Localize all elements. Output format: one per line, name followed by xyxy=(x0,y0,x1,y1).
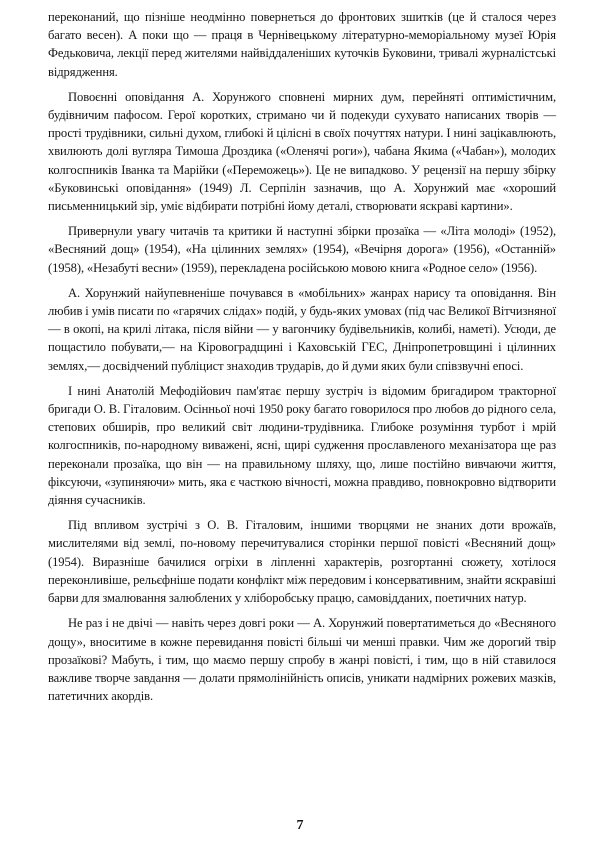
page-number: 7 xyxy=(296,818,304,833)
paragraph-revisions: Не раз і не двічі — навіть через довгі роки — А. Хорунжий повертатиметься до «Весняного дощу», вноситиме в кожне перевидання повісті більші чи менші правки. Чим же дорогий твір прозаїкові? Мабуть, і тим, що маємо першу спробу в жанрі повісті, і тим, що в ній ставилося важливе творче завдання — долати прямолінійність описів, уникати надмірних рожевих мазків, патетичних акордів. xyxy=(48,616,556,704)
paragraph-postwar-stories: Повоєнні оповідання А. Хорунжого сповнені мирних дум, перейняті оптимістичним, будівничим пафосом. Герої коротких, стримано чи й подекуди сухувато написаних творів — прості трудівники, сильні духом, глибокі й цілісні в своїх почуттях натури. І нині зацікавлюють, хвилюють долі вугляра Тимоша Дроздика («Оленячі роги»), чабана Якима («Чабан»), молодих колгоспників Іванка та Марійки («Переможець»). Це не випадково. У рецензії на першу збірку «Буковинські оповідання» (1949) Л. Серпілін зазначив, що А. Хорунжий має «хороший письменницький зір, уміє відбирати потрібні йому деталі, створювати яскраві картини». xyxy=(48,89,556,214)
paragraph-gitalov-meeting: І нині Анатолій Мефодійович пам'ятає першу зустріч із відомим бригадиром тракторної бригади О. В. Гіталовим. Осінньої ночі 1950 року багато говорилося про любов до рідного села, степових обширів, про великий світ людини-трудівника. Глибоке розуміння турбот і мрій колгоспників, по-народному виважені, ясні, щирі судження прославленого механізатора ще раз переконали прозаїка, що він — на правильному шляху, що, лише постійно вивчаючи життя, фіксуючи, «зупиняючи» мить, яка є часткою вічності, можна правдиво, повнокровно відтворити діяння сучасників. xyxy=(48,383,556,508)
paragraph-continuation: переконаний, що пізніше неодмінно повернеться до фронтових зшитків (це й сталося через багато весен). А поки що — праця в Чернівецькому літературно-меморіальному музеї Юрія Федьковича, лекції перед жителями найвіддаленіших куточків Буковини, тривалі журналістські відрядження. xyxy=(48,10,556,79)
paragraph-spring-rain-reread: Під впливом зустрічі з О. В. Гіталовим, іншими творцями не знаних доти врожаїв, мислителями від землі, по-новому перечитувалися сторінки першої повісті «Весняний дощ» (1954). Виразніше бачилися огріхи в ліпленні характерів, розгортанні сюжету, хотілося переконливіше, рельєфніше подати конфлікт між передовим і консервативним, знайти яскравіші барви для змалювання залюблених у хліборобську працю, самовідданих, поетичних натур. xyxy=(48,518,556,606)
paragraph-mobile-genres: А. Хорунжий найупевненіше почувався в «мобільних» жанрах нарису та оповідання. Він любив і умів писати по «гарячих слідах» подій, у будь-яких умовах (під час Великої Вітчизняної — в окопі, на крилі літака, після війни — у вагончику будівельників, колибі, наметі). Усюди, де пощастило побувати,— на Кіровоградщині і Каховській ГЕС, Дніпропетровщині і цілинних землях,— досвідчений публіцист знаходив трударів, до й думи яких були співзвучні епосі. xyxy=(48,285,556,373)
paragraph-collections: Привернули увагу читачів та критики й наступні збірки прозаїка — «Літа молоді» (1952), «Весняний дощ» (1954), «На цілинних землях» (1954), «Вечірня дорога» (1956), «Останній» (1958), «Незабуті весни» (1959), перекладена російською мовою книга «Родное село» (1956). xyxy=(48,224,556,275)
